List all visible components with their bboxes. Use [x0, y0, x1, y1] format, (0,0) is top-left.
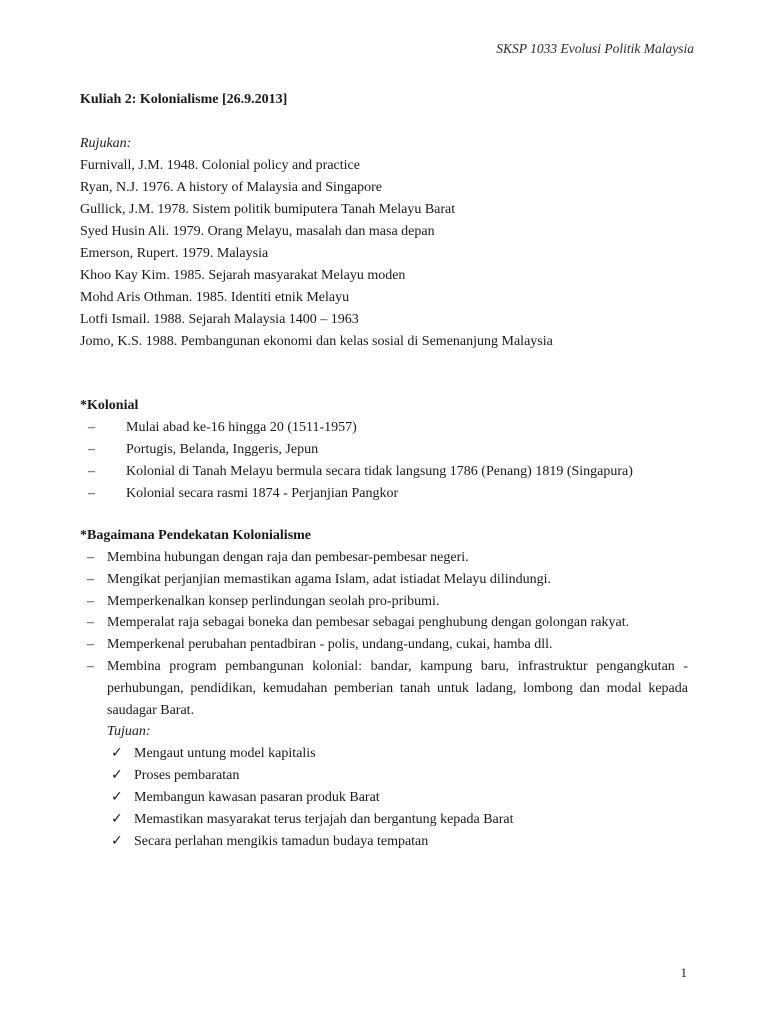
dash-bullet-icon: –	[87, 593, 94, 609]
dash-bullet-icon: –	[88, 464, 95, 479]
reference-item: Emerson, Rupert. 1979. Malaysia	[80, 246, 269, 261]
kolonial-heading: *Kolonial	[80, 398, 139, 413]
reference-item: Lotfi Ismail. 1988. Sejarah Malaysia 1400 – 1963	[80, 312, 359, 327]
list-item	[80, 634, 688, 656]
lecture-title: Kuliah 2: Kolonialisme [26.9.2013]	[80, 92, 288, 107]
list-item-text: Membina program pembangunan kolonial: bandar, kampung baru, infrastruktur pengangkutan - perhubungan, pendidikan, kemudahan pemberian tanah untuk ladang, lombong dan modal kepada saudagar Barat.	[107, 658, 688, 718]
list-item	[80, 591, 688, 613]
checklist-item-text: Mengaut untung model kapitalis	[134, 746, 316, 762]
list-item	[80, 547, 688, 569]
reference-item: Ryan, N.J. 1976. A history of Malaysia and Singapore	[80, 180, 382, 195]
list-item	[80, 612, 688, 634]
checklist-item-text: Memastikan masyarakat terus terjajah dan bergantung kepada Barat	[134, 811, 514, 827]
pendekatan-section	[80, 525, 688, 852]
checklist-item-text: Secara perlahan mengikis tamadun budaya tempatan	[134, 833, 429, 849]
pendekatan-heading: *Bagaimana Pendekatan Kolonialisme	[80, 528, 312, 543]
reference-item: Jomo, K.S. 1988. Pembangunan ekonomi dan kelas sosial di Semenanjung Malaysia	[80, 334, 553, 349]
list-item	[80, 569, 688, 591]
checklist-item-text: Proses pembaratan	[134, 768, 240, 784]
references-label: Rujukan:	[80, 136, 132, 151]
reference-item: Furnivall, J.M. 1948. Colonial policy and practice	[80, 158, 360, 173]
dash-bullet-icon: –	[88, 486, 95, 501]
list-item-text: Portugis, Belanda, Inggeris, Jepun	[126, 442, 319, 457]
list-item	[80, 483, 690, 505]
checkmark-icon: ✓	[111, 767, 123, 784]
checkmark-icon: ✓	[111, 788, 123, 805]
list-item-text: Mengikat perjanjian memastikan agama Islam, adat istiadat Melayu dilindungi.	[107, 571, 551, 587]
reference-item: Gullick, J.M. 1978. Sistem politik bumiputera Tanah Melayu Barat	[80, 202, 456, 217]
dash-bullet-icon: –	[87, 658, 94, 674]
checklist-item-text: Membangun kawasan pasaran produk Barat	[134, 789, 380, 805]
kolonial-section	[80, 395, 690, 505]
checkmark-icon: ✓	[111, 832, 123, 849]
checklist-item	[111, 831, 688, 853]
dash-bullet-icon: –	[87, 550, 94, 565]
reference-item: Khoo Kay Kim. 1985. Sejarah masyarakat Melayu moden	[80, 268, 406, 283]
kolonial-list	[80, 417, 690, 505]
list-item	[80, 439, 690, 461]
list-item-text: Mulai abad ke-16 hingga 20 (1511-1957)	[126, 420, 357, 435]
checkmark-icon: ✓	[111, 745, 123, 762]
reference-item: Mohd Aris Othman. 1985. Identiti etnik Melayu	[80, 290, 350, 305]
checklist-item	[111, 809, 688, 831]
dash-bullet-icon: –	[87, 637, 94, 653]
checklist-item	[111, 743, 688, 765]
list-item-text: Kolonial secara rasmi 1874 - Perjanjian Pangkor	[126, 486, 399, 501]
page-number: 1	[680, 965, 687, 980]
dash-bullet-icon: –	[88, 442, 95, 457]
dash-bullet-icon: –	[87, 571, 94, 587]
reference-item: Syed Husin Ali. 1979. Orang Melayu, masalah dan masa depan	[80, 224, 435, 239]
list-item-text: Memperkenalkan konsep perlindungan seolah pro-pribumi.	[107, 593, 440, 609]
dash-bullet-icon: –	[88, 420, 95, 435]
list-item-text: Memperkenal perubahan pentadbiran - polis, undang-undang, cukai, hamba dll.	[107, 637, 553, 653]
list-item	[80, 461, 690, 483]
list-item	[80, 656, 688, 721]
tujuan-label: Tujuan:	[107, 724, 151, 740]
checklist-item	[111, 765, 688, 787]
list-item	[80, 417, 690, 439]
list-item-text: Membina hubungan dengan raja dan pembesar-pembesar negeri.	[107, 550, 469, 565]
references-section	[80, 133, 553, 353]
running-header: SKSP 1033 Evolusi Politik Malaysia	[496, 41, 694, 56]
list-item-text: Kolonial di Tanah Melayu bermula secara tidak langsung 1786 (Penang) 1819 (Singapura)	[126, 464, 633, 479]
dash-bullet-icon: –	[87, 615, 94, 631]
list-item-text: Memperalat raja sebagai boneka dan pembesar sebagai penghubung dengan golongan rakyat.	[107, 615, 630, 631]
checkmark-icon: ✓	[111, 810, 123, 827]
tujuan-checklist	[80, 743, 688, 852]
pendekatan-list	[80, 547, 688, 721]
checklist-item	[111, 787, 688, 809]
